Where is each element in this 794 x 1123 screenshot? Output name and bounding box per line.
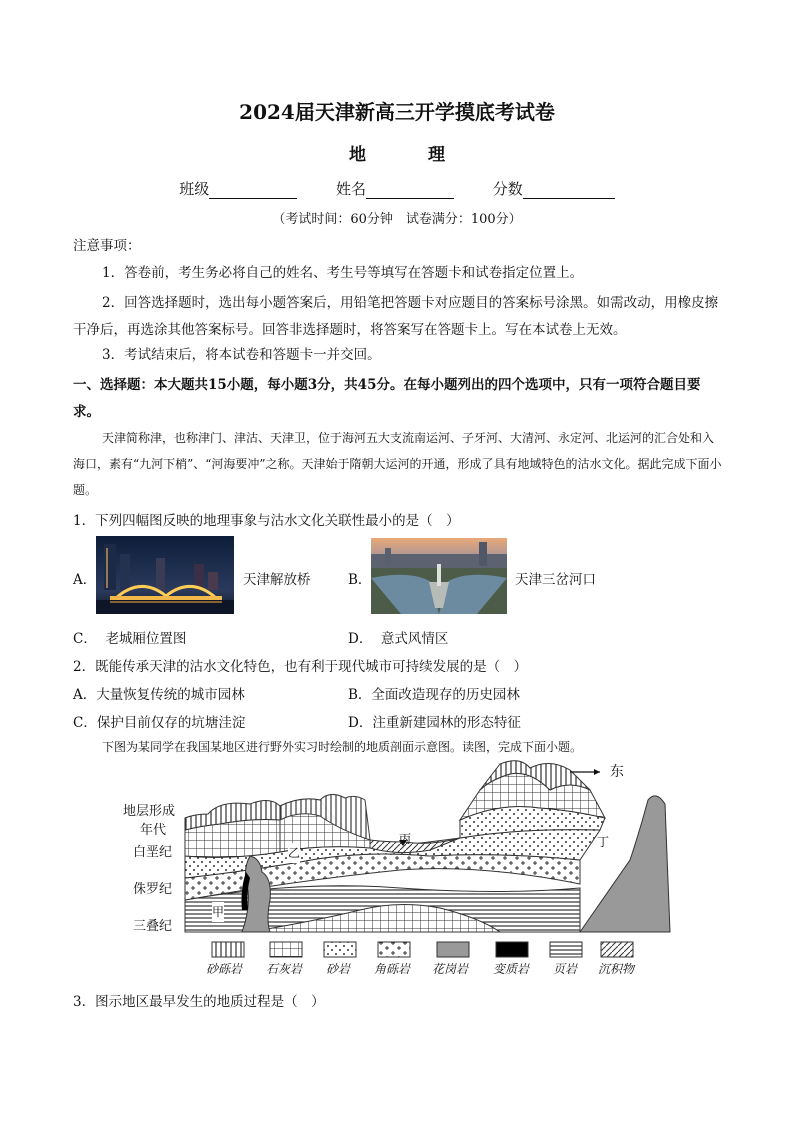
legend-label-3: 角砾岩 <box>374 962 411 976</box>
cretaceous-label: 白垩纪 <box>133 845 173 860</box>
legend-label-4: 花岗岩 <box>432 962 469 976</box>
subject-title: 地 理 <box>349 145 473 165</box>
legend-label-0: 砂砾岩 <box>206 962 243 976</box>
geologic-cross-section <box>100 760 680 940</box>
q2-option-d[interactable]: D．注重新建园林的形态特征 <box>348 715 521 731</box>
name-blank[interactable] <box>366 182 454 199</box>
legend-swatch-conglomerate <box>212 942 244 957</box>
score-label: 分数 <box>492 180 523 198</box>
jiefang-bridge-photo <box>96 536 234 614</box>
label-ding: 丁 <box>597 835 610 849</box>
label-jia: 甲 <box>212 902 224 922</box>
jurassic-label: 侏罗纪 <box>133 882 173 897</box>
legend-swatch-granite <box>437 942 469 957</box>
q1-option-b-text: 天津三岔河口 <box>515 572 596 588</box>
triassic-label: 三叠纪 <box>133 919 173 934</box>
note-item-1: 1．答卷前，考生务必将自己的姓名、考生号等填写在答题卡和试卷指定位置上。 <box>102 265 584 281</box>
legend-label-1: 石灰岩 <box>266 962 303 976</box>
note-item-3: 3．考试结束后，将本试卷和答题卡一并交回。 <box>102 347 381 363</box>
sancha-estuary-photo <box>371 538 507 614</box>
label-yi: 乙 <box>288 843 300 863</box>
intro-passage-1: 天津简称津，也称津门、津沽、天津卫，位于海河五大支流南运河、子牙河、大清河、永定河、北运河的汇合处和入海口，素有“九河下梢”、“河海要冲”之称。天津始于隋朝大运河的开通，形成了具有地域特色的沽水文化。据此完成下面小题。 <box>73 431 722 497</box>
diagram-legend <box>210 940 640 960</box>
legend-label-5: 变质岩 <box>493 962 530 976</box>
question-2-stem: 2．既能传承天津的沽水文化特色，也有利于现代城市可持续发展的是（ ） <box>73 659 528 675</box>
strata-heading: 地层形成 <box>123 804 176 819</box>
legend-swatch-metamorphic <box>496 942 528 957</box>
q1-option-d[interactable]: D． 意式风情区 <box>348 631 449 647</box>
question-1-stem: 1．下列四幅图反映的地理事象与沽水文化关联性最小的是（ ） <box>73 513 460 529</box>
name-label: 姓名 <box>335 180 366 198</box>
q1-option-b-label[interactable]: B． <box>348 572 372 588</box>
legend-label-2: 砂岩 <box>326 962 351 976</box>
q1-option-c[interactable]: C． 老城厢位置图 <box>73 631 187 647</box>
east-label: 东 <box>610 764 624 780</box>
legend-swatch-shale <box>550 942 582 957</box>
section-1-heading: 一、选择题：本大题共15小题，每小题3分，共45分。在每小题列出的四个选项中，只有一项符合题目要求。 <box>73 377 701 420</box>
question-3-stem: 3．图示地区最早发生的地质过程是（ ） <box>73 994 325 1010</box>
class-blank[interactable] <box>209 182 297 199</box>
exam-title: 2024届天津新高三开学摸底考试卷 <box>239 100 555 124</box>
exam-time-info: （考试时间：60分钟 试卷满分：100分） <box>272 212 522 227</box>
legend-swatch-sediment <box>601 942 633 957</box>
notes-heading: 注意事项： <box>73 238 141 254</box>
legend-swatch-sandstone <box>324 942 356 957</box>
intro-passage-2: 下图为某同学在我国某地区进行野外实习时绘制的地质剖面示意图。读图，完成下面小题。 <box>102 740 583 754</box>
q2-option-c[interactable]: C．保护目前仅存的坑塘洼淀 <box>73 715 246 731</box>
q2-option-b[interactable]: B．全面改造现存的历史园林 <box>348 687 520 703</box>
legend-swatch-breccia <box>378 942 410 957</box>
note-item-2: 2．回答选择题时，选出每小题答案后，用铅笔把答题卡对应题目的答案标号涂黑。如需改动，用橡皮擦干净后，再选涂其他答案标号。回答非选择题时，将答案写在答题卡上。写在本试卷上无效。 <box>73 295 719 338</box>
legend-label-7: 沉积物 <box>598 962 635 976</box>
legend-swatch-limestone <box>270 942 302 957</box>
legend-label-6: 页岩 <box>553 962 578 976</box>
q1-option-a-label[interactable]: A． <box>73 572 97 588</box>
label-bing: 丙 <box>399 832 412 846</box>
class-label: 班级 <box>179 180 210 198</box>
q1-option-a-text: 天津解放桥 <box>243 572 311 588</box>
score-blank[interactable] <box>523 182 615 199</box>
student-info-fields <box>0 178 794 199</box>
q2-option-a[interactable]: A．大量恢复传统的城市园林 <box>73 687 245 703</box>
strata-heading-2: 年代 <box>140 823 167 838</box>
